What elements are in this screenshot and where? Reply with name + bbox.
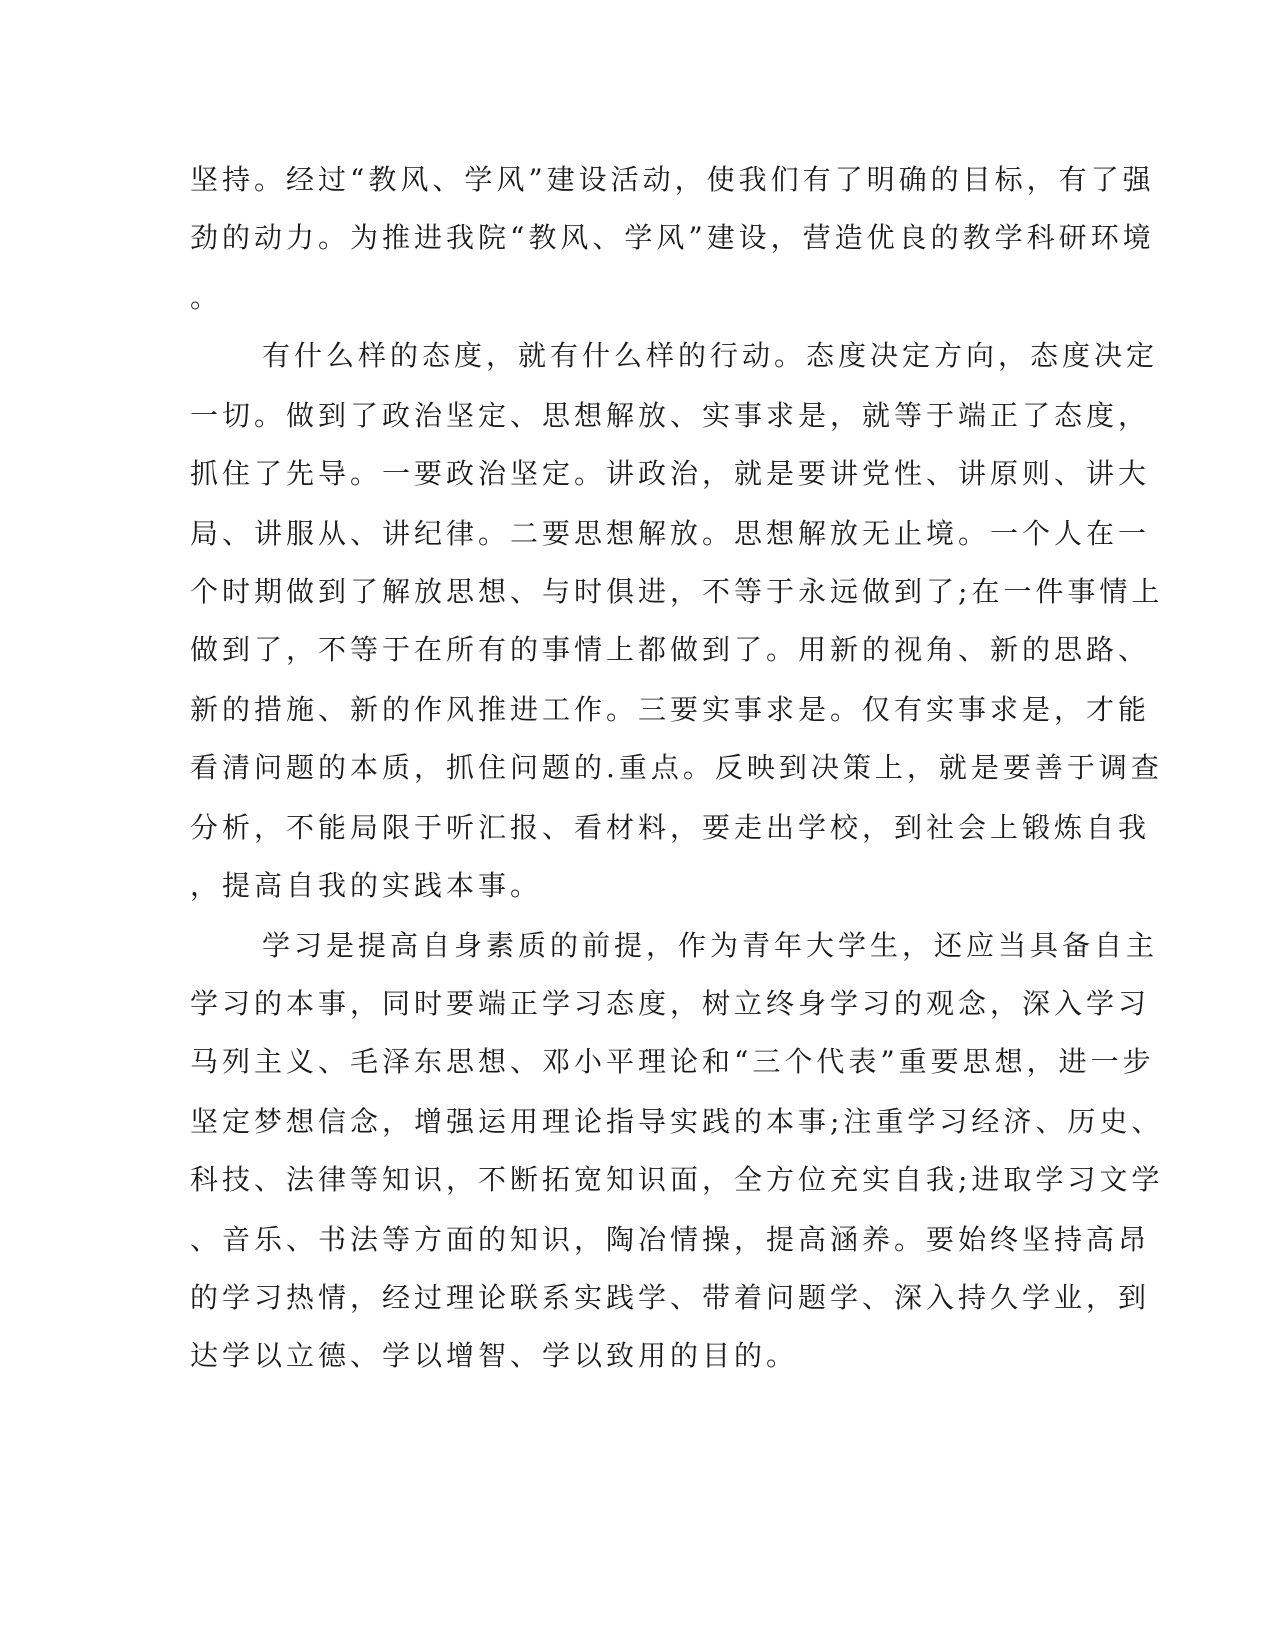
paragraph-1-line-3: 。 [190,281,223,314]
paragraph-2-line-10: ，提高自我的实践本事。 [190,869,543,902]
paragraph-2-line-8: 看清问题的本质，抓住问题的.重点。反映到决策上，就是要善于调查 [190,751,1163,784]
paragraph-1-line-2: 劲的动力。为推进我院“教风、学风”建设，营造优良的教学科研环境 [190,221,1155,254]
paragraph-2-line-5: 个时期做到了解放思想、与时俱进，不等于永远做到了;在一件事情上 [190,575,1164,608]
paragraph-3-line-3: 马列主义、毛泽东思想、邓小平理论和“三个代表”重要思想，进一步 [190,1045,1155,1078]
paragraph-1-line-1: 坚持。经过“教风、学风”建设活动，使我们有了明确的目标，有了强 [190,163,1155,196]
paragraph-2-line-7: 新的措施、新的作风推进工作。三要实事求是。仅有实事求是，才能 [190,693,1151,726]
paragraph-2-line-9: 分析，不能局限于听汇报、看材料，要走出学校，到社会上锻炼自我 [190,811,1151,844]
paragraph-2-line-2: 一切。做到了政治坚定、思想解放、实事求是，就等于端正了态度， [190,399,1151,432]
paragraph-2-line-4: 局、讲服从、讲纪律。二要思想解放。思想解放无止境。一个人在一 [190,517,1151,550]
paragraph-3-line-4: 坚定梦想信念，增强运用理论指导实践的本事;注重学习经济、历史、 [190,1105,1164,1138]
paragraph-2-line-1: 有什么样的态度，就有什么样的行动。态度决定方向，态度决定 [262,339,1159,372]
paragraph-3-line-2: 学习的本事，同时要端正学习态度，树立终身学习的观念，深入学习 [190,987,1151,1020]
paragraph-2-line-6: 做到了，不等于在所有的事情上都做到了。用新的视角、新的思路、 [190,633,1151,666]
paragraph-3-line-8: 达学以立德、学以增智、学以致用的目的。 [190,1339,799,1372]
paragraph-3-line-7: 的学习热情，经过理论联系实践学、带着问题学、深入持久学业，到 [190,1281,1151,1314]
paragraph-3-line-6: 、音乐、书法等方面的知识，陶冶情操，提高涵养。要始终坚持高昂 [190,1223,1151,1256]
paragraph-3-line-5: 科技、法律等知识，不断拓宽知识面，全方位充实自我;进取学习文学 [190,1163,1164,1196]
paragraph-2-line-3: 抓住了先导。一要政治坚定。讲政治，就是要讲党性、讲原则、讲大 [190,457,1151,490]
paragraph-3-line-1: 学习是提高自身素质的前提，作为青年大学生，还应当具备自主 [262,929,1159,962]
